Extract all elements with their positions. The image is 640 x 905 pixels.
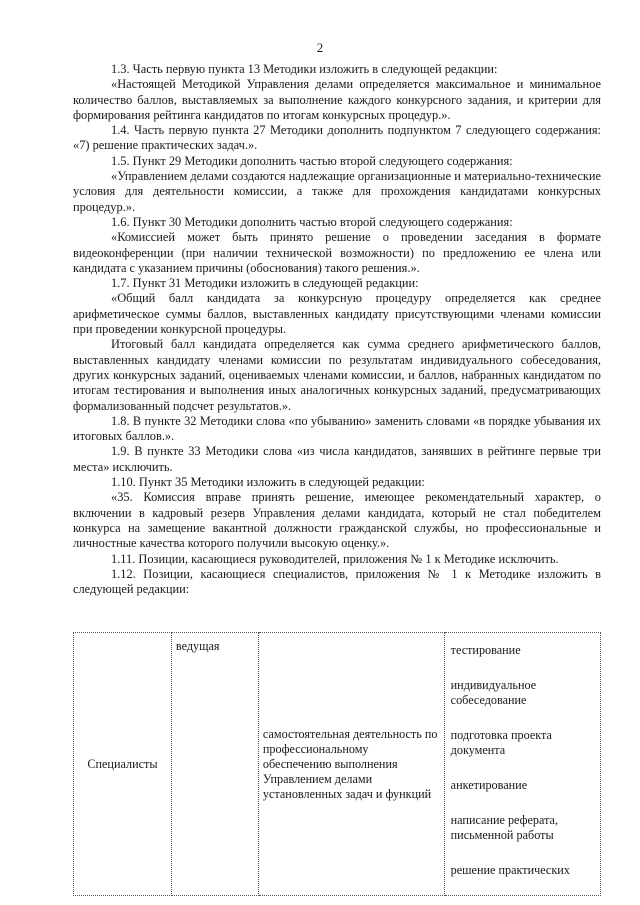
appendix-table [73, 632, 601, 896]
paragraph: «35. Комиссия вправе принять решение, имеющее рекомендательный характер, о включении в кадровый резерв Управления делами кандидата, который не стал победителем конкурса на замещение вакантной должности гражданской службы, но профессиональные и личностные качества которого получили высокую оценку.». [73, 490, 601, 551]
paragraph: 1.12. Позиции, касающиеся специалистов, приложения № 1 к Методике изложить в следующей редакции: [73, 566, 601, 597]
category-cell: Специалисты [74, 633, 172, 896]
level-cell: ведущая [171, 633, 258, 896]
test-item: индивидуальное собеседование [450, 678, 537, 707]
paragraph: 1.8. В пункте 32 Методики слова «по убыванию» заменить словами «в порядке убывания их итоговых баллов.». [73, 413, 601, 444]
paragraph: 1.11. Позиции, касающиеся руководителей, приложения № 1 к Методике исключить. [111, 551, 559, 566]
paragraph: 1.9. В пункте 33 Методики слова «из числа кандидатов, занявших в рейтинге первые три места» исключить. [73, 444, 601, 474]
paragraph: «Управлением делами создаются надлежащие организационные и материально-технические условия для деятельности комиссии, а также для прохождения кандидатами конкурсных процедур.». [73, 169, 601, 214]
test-item: анкетирование [450, 778, 528, 792]
paragraph: 1.3. Часть первую пункта 13 Методики изложить в следующей редакции: [111, 62, 498, 76]
paragraph: Итоговый балл кандидата определяется как сумма среднего арифметического баллов, выставленных кандидату членами комиссии по результатам индивидуального собеседования, других конкурсных заданий, оцениваемых членами комиссии, и баллов, набранных кандидатом по итогам тестирования и выполнения иных аналогичных конкурсных заданий, предусматривающих формализованный подсчет результатов.». [73, 337, 601, 413]
test-item: написание реферата, письменной работы [450, 813, 559, 842]
test-item: тестирование [450, 643, 521, 657]
page-number: 2 [316, 40, 324, 55]
paragraph: 1.6. Пункт 30 Методики дополнить частью второй следующего содержания: [111, 214, 513, 229]
tests-cell [444, 633, 600, 896]
paragraph: 1.10. Пункт 35 Методики изложить в следующей редакции: [111, 475, 425, 490]
test-item: решение практических [450, 863, 570, 877]
paragraph: «Комиссией может быть принято решение о проведении заседания в формате видеоконференции (при наличии технической возможности) по предложению ее члена или кандидата с указанием причины (обоснования) такого решения.». [73, 230, 601, 275]
paragraph: 1.5. Пункт 29 Методики дополнить частью второй следующего содержания: [111, 153, 513, 168]
table-row [74, 633, 601, 896]
paragraph: «Общий балл кандидата за конкурсную процедуру определяется как среднее арифметическое суммы баллов, выставленных кандидату присутствующими членами комиссии при проведении конкурсной процедуры. [73, 291, 601, 337]
paragraph: 1.7. Пункт 31 Методики изложить в следующей редакции: [111, 276, 419, 291]
document-body [73, 62, 601, 597]
description-cell: самостоятельная деятельность по профессиональному обеспечению выполнения Управлением делами установленных задач и функций [258, 633, 444, 896]
test-item: подготовка проекта документа [450, 728, 552, 757]
paragraph: 1.4. Часть первую пункта 27 Методики дополнить подпунктом 7 следующего содержания: «7) решение практических задач.». [73, 123, 601, 153]
paragraph: «Настоящей Методикой Управления делами определяется максимальное и минимальное количество баллов, выставляемых за выполнение каждого конкурсного задания, и критерии для формирования рейтинга кандидатов по итогам конкурсных процедур.». [73, 77, 601, 122]
